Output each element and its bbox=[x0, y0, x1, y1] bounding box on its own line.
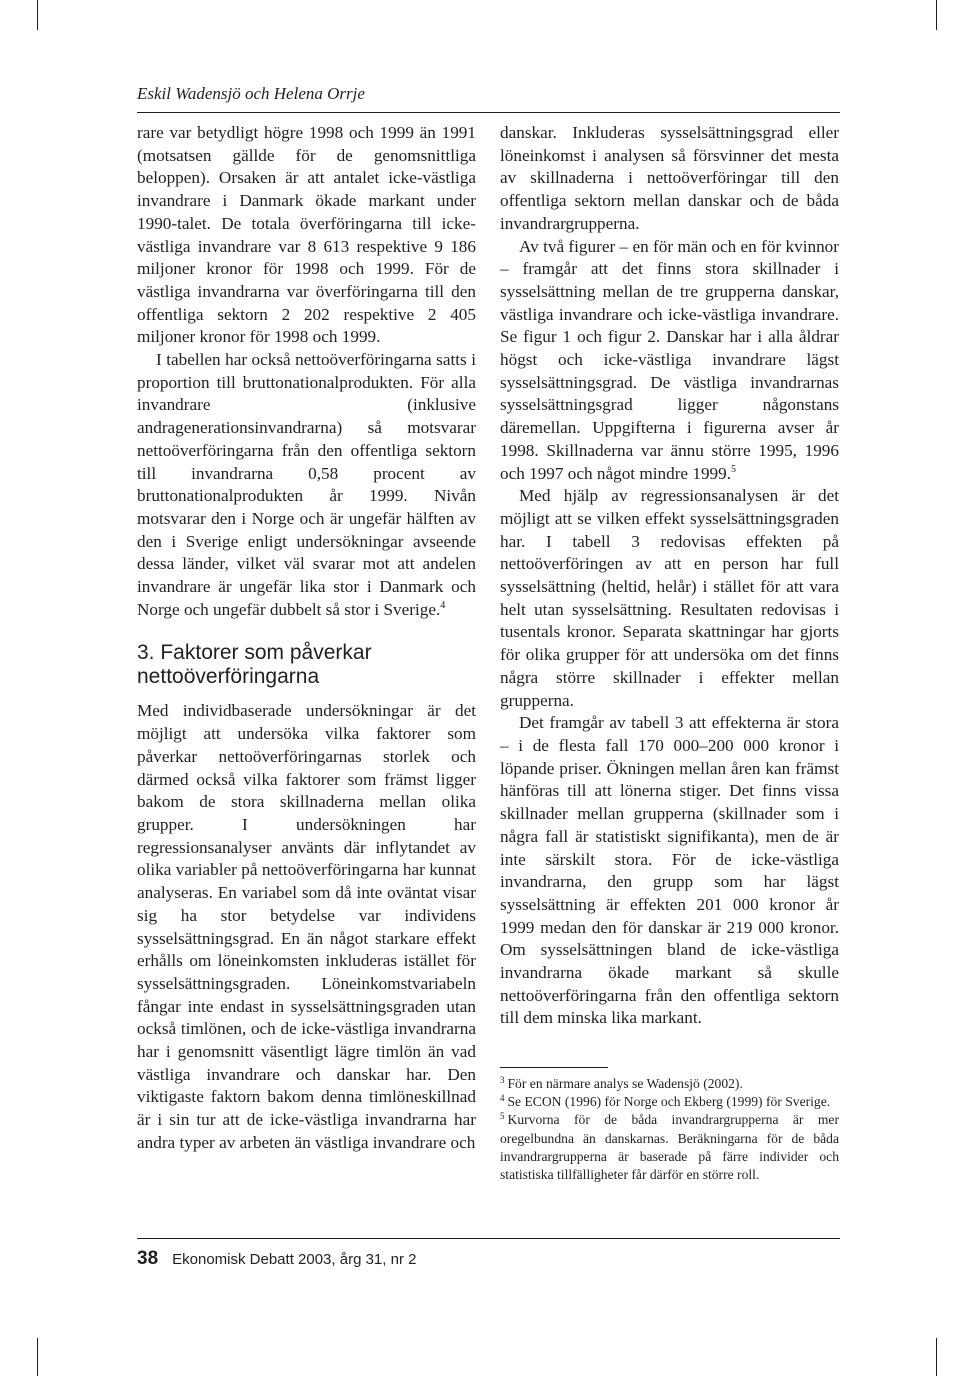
header-rule bbox=[137, 112, 840, 113]
body-paragraph bbox=[500, 236, 839, 486]
footnote bbox=[500, 1075, 839, 1093]
footnote-number: 3 bbox=[500, 1075, 505, 1085]
left-column bbox=[137, 122, 476, 1155]
footer-rule bbox=[137, 1238, 840, 1239]
crop-mark-top-left bbox=[37, 0, 38, 30]
body-paragraph: Med hjälp av regressionsanalysen är det möjligt att se vilken effekt sysselsättningsgraden har. I tabell 3 redovisas effekten på nettoöverföringen av att en person har full sysselsättning (heltid, helår) i stället för att vara helt utan sysselsättning. Resultaten redovisas i tusentals kronor. Separata skattningar har gjorts för olika grupper för att undersöka om det finns några större skillnader i effekter mellan grupperna. bbox=[500, 486, 839, 710]
footnote-ref-4[interactable]: 4 bbox=[440, 599, 446, 611]
running-head: Eskil Wadensjö och Helena Orrje bbox=[137, 84, 365, 103]
crop-mark-top-right bbox=[936, 0, 937, 30]
journal-citation: Ekonomisk Debatt 2003, årg 31, nr 2 bbox=[172, 1251, 417, 1268]
body-paragraph: Med individbaserade undersökningar är det möjligt att undersöka vilka faktorer som påverkar nettoöverföringarnas storlek och därmed också vilka faktorer som främst ligger bakom de stora skillnaderna mellan olika grupper. I undersökningen har regressionsanalyser använts där inflytandet av olika variabler på nettoöverföringarna har kunnat analyseras. En variabel som då inte oväntat visar sig ha stor betydelse var individens sysselsättningsgrad. En än något starkare effekt erhålls om löneinkomsten inkluderas istället för sysselsättningsgraden. Löneinkomstvariabeln fångar inte endast in sysselsättningsgraden utan också timlönen, och de icke-västliga invandrarna har i genomsnitt väsentligt lägre timlön än vad västliga invandrare och danskar har. Den viktigaste faktorn bakom denna timlöneskillnad är i sin tur att de icke-västliga invandrarna har andra typer av arbeten än västliga invandrare och bbox=[137, 701, 476, 1152]
section-heading: 3. Faktorer som påverkar nettoöverföringarna bbox=[137, 641, 372, 689]
footnote-number: 5 bbox=[500, 1111, 505, 1122]
footnote-text: Kurvorna för de båda invandrargrupperna är mer oregelbundna än danskarnas. Beräkningarna för de båda invandrargrupperna är baserade på färre individer och statistiska tillfälligheter får därför en större roll. bbox=[500, 1112, 839, 1183]
crop-mark-bottom-right bbox=[936, 1338, 937, 1376]
body-paragraph: rare var betydligt högre 1998 och 1999 än 1991 (motsatsen gällde för de genomsnittliga beloppen). Orsaken är att antalet icke-västliga invandrare i Danmark ökade markant under 1990-talet. De totala överföringarna till icke-västliga invandrare var 8 613 respektive 9 186 miljoner kronor för 1998 och 1999. För de västliga invandrarna var överföringarna till den offentliga sektorn 2 202 respektive 2 405 miljoner kronor för 1998 och 1999. bbox=[137, 123, 476, 347]
paragraph-text: I tabellen har också nettoöverföringarna satts i proportion till bruttonationalprodukten. För alla invandrare (inklusive andragenerationsinvandrarna) så motsvarar nettoöverföringarna från den offentliga sektorn till invandrarna 0,58 procent av bruttonationalprodukten år 1999. Nivån motsvarar den i Norge och är ungefär hälften av den i Sverige enligt undersökningar avseende dessa länder, vilket väl svarar mot att andelen invandrare är ungefär lika stor i Danmark och Norge och ungefär dubbelt så stor i Sverige. bbox=[137, 350, 476, 619]
body-paragraph: danskar. Inkluderas sysselsättningsgrad eller löneinkomst i analysen så försvinner det mesta av skillnaderna i nettoöverföringar till den offentliga sektorn mellan danskar och de båda invandrargrupperna. bbox=[500, 123, 839, 233]
footnote-ref-5[interactable]: 5 bbox=[731, 463, 737, 475]
footnote-text: Se ECON (1996) för Norge och Ekberg (1999) för Sverige. bbox=[507, 1094, 831, 1110]
footnote-text: För en närmare analys se Wadensjö (2002). bbox=[507, 1076, 743, 1091]
body-paragraph: Det framgår av tabell 3 att effekterna är stora – i de flesta fall 170 000–200 000 kronor i löpande priser. Ökningen mellan åren kan främst hänföras till att lönerna stiger. Det finns vissa skillnader mellan grupperna (skillnader som i några fall är statistiskt signifikanta), men de är inte särskilt stora. För de icke-västliga invandrarna, den grupp som har lägst sysselsättning är effekten 201 000 kronor år 1999 medan den för danskar är 219 000 kronor. Om sysselsättningen bland de icke-västliga invandrarna ökade markant så skulle nettoöverföringarna från den offentliga sektorn till dem minska lika markant. bbox=[500, 713, 839, 1028]
crop-mark-bottom-left bbox=[37, 1338, 38, 1376]
paragraph-text: Av två figurer – en för män och en för kvinnor – framgår att det finns stora skillnader i sysselsättning mellan de tre grupperna danskar, västliga invandrare och icke-västliga invandrare. Se figur 1 och figur 2. Danskar har i alla åldrar högst och icke-västliga invandrare lägst sysselsättningsgrad. De västliga invandrarnas sysselsättningsgrad ligger någonstans däremellan. Uppgifterna i figurerna avser år 1998. Skillnaderna var ännu större 1995, 1996 och 1997 och något mindre 1999. bbox=[500, 236, 839, 483]
footnotes bbox=[500, 1075, 839, 1184]
page-footer bbox=[137, 1248, 416, 1271]
footnote bbox=[500, 1111, 839, 1184]
footnote bbox=[500, 1093, 839, 1111]
footnote-rule bbox=[500, 1067, 608, 1068]
right-column bbox=[500, 122, 839, 1030]
page-number: 38 bbox=[137, 1248, 159, 1269]
footnote-number: 4 bbox=[500, 1093, 505, 1104]
body-paragraph bbox=[137, 349, 476, 621]
